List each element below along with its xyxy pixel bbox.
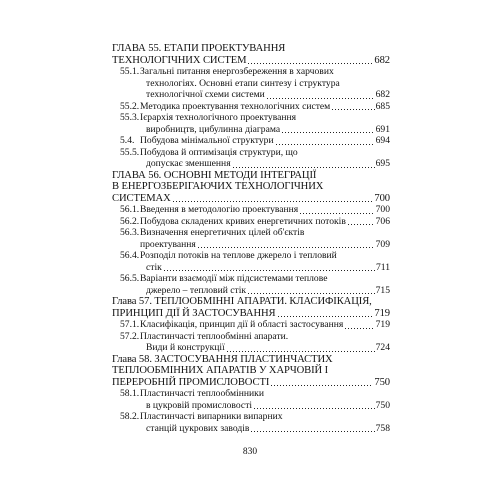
toc-entry-title: джерело – тепловий стік [146, 284, 247, 296]
toc-section-line [112, 124, 390, 136]
toc-section-number: 56.1. [120, 204, 140, 215]
toc-page-number: 691 [375, 123, 390, 135]
toc-page-number: 750 [375, 399, 390, 411]
toc-section-line [112, 239, 390, 251]
toc-entry-title: технологіях. Основні етапи синтезу і структура [146, 77, 340, 89]
toc-leader-dots [266, 98, 375, 99]
toc-section-number: 55.3. [120, 112, 140, 123]
toc-leader-dots [163, 270, 375, 271]
toc-section-number: 57.2. [120, 330, 140, 342]
toc-leader-dots [250, 431, 375, 432]
toc-entry-title: Глава 58. ЗАСТОСУВАННЯ ПЛАСТИНЧАСТИХ [112, 353, 333, 365]
toc-leader-dots [253, 408, 375, 409]
toc-page-number: 685 [375, 100, 390, 112]
toc-entry-title: ГЛАВА 55. ЕТАПИ ПРОЕКТУВАННЯ [112, 43, 286, 54]
toc-page-number: 694 [375, 135, 390, 146]
toc-page-number: 724 [375, 342, 390, 353]
toc-entry-title: В ЕНЕРГОЗБЕРІГАЮЧИХ ТЕХНОЛОГІЧНИХ [112, 181, 324, 192]
toc-chapter-line [112, 296, 390, 308]
toc-entry-title: Варіанти взаємодії між підсистемами теплове [140, 273, 328, 284]
toc-chapter-line [112, 354, 390, 366]
toc-leader-dots [277, 316, 373, 317]
toc-chapter-line [112, 43, 390, 55]
toc-section-line [112, 400, 390, 412]
toc-entry-title: стік [146, 261, 162, 273]
toc-entry-title: проектування [140, 238, 196, 250]
toc-chapter-line [112, 308, 390, 320]
toc-page-number: 750 [374, 376, 390, 388]
toc-leader-dots [232, 167, 375, 168]
toc-page-number: 758 [375, 422, 390, 434]
toc-section-line [112, 331, 390, 343]
toc-section-line [112, 158, 390, 170]
toc-entry-title: Класифікація, принцип дії й області застосування [140, 319, 344, 330]
toc-section-line [112, 262, 390, 274]
toc-entry-title: Пластинчасті теплообмінні апарати. [140, 330, 289, 342]
toc-entry-title: СИСТЕМАХ [112, 192, 171, 204]
toc-entry-title: ТЕПЛООБМІННИХ АПАРАТІВ У ХАРЧОВІЙ І [112, 365, 329, 376]
toc-section-line [112, 319, 390, 331]
toc-entry-title: виробництв, цибулинна діаграма [146, 123, 281, 135]
toc-leader-dots [226, 351, 375, 352]
toc-entry-title: Побудова складених кривих енергетичних потоків [140, 215, 346, 227]
toc-page-number: 715 [375, 284, 390, 296]
toc-entry-title: Введення в методологію проектування [140, 204, 299, 215]
toc-leader-dots [331, 109, 375, 110]
toc-section-line [112, 216, 390, 228]
toc-section-line [112, 204, 390, 216]
toc-chapter-line [112, 193, 390, 205]
toc-page-number: 719 [374, 307, 390, 319]
toc-section-line [112, 388, 390, 400]
toc-entry-title: Розподіл потоків на теплове джерело і тепловий [140, 250, 337, 261]
toc-page-number: 719 [375, 319, 390, 330]
toc-section-line [112, 285, 390, 297]
toc-section-line [112, 112, 390, 124]
toc-section-number: 55.5. [120, 146, 140, 158]
toc-entry-title: станцій цукрових заводів [146, 422, 250, 434]
toc-entry-title: Ієрархія технологічного проектування [140, 112, 297, 123]
toc-entry-title: ТЕХНОЛОГІЧНИХ СИСТЕМ [112, 54, 247, 66]
toc-section-line [112, 66, 390, 78]
toc-page-number: 700 [374, 192, 390, 204]
toc-leader-dots [347, 224, 375, 225]
toc-section-line [112, 101, 390, 113]
toc-entry-title: ПРИНЦИП ДІЇ Й ЗАСТОСУВАННЯ [112, 307, 276, 319]
toc-section-line [112, 227, 390, 239]
toc-entry-title: допускає зменшення [146, 158, 231, 169]
toc-page-number: 709 [375, 238, 390, 250]
toc-page-number: 682 [375, 89, 390, 100]
toc-section-number: 56.2. [120, 215, 140, 227]
toc-leader-dots [197, 247, 375, 248]
toc-entry-title: Побудова й оптимізація структури, що [140, 146, 298, 158]
toc-section-line [112, 411, 390, 423]
toc-entry-title: ГЛАВА 56. ОСНОВНІ МЕТОДИ ІНТЕГРАЦІЇ [112, 169, 317, 181]
toc-entry-title: ПЕРЕРОБНІЙ ПРОМИСЛОВОСТІ [112, 376, 270, 388]
toc-entry-title: технологічної схеми системи [146, 89, 265, 100]
toc-section-line [112, 273, 390, 285]
toc-section-number: 5.4. [120, 135, 135, 146]
toc-leader-dots [299, 213, 375, 214]
toc-section-number: 55.2. [120, 100, 140, 112]
toc-section-number: 58.1. [120, 388, 140, 399]
toc-page-number: 711 [375, 261, 390, 273]
toc-page-number: 682 [374, 54, 390, 66]
toc-entry-title: Пластинчасті випарники випарних [140, 411, 283, 422]
toc-section-number: 55.1. [120, 66, 140, 77]
toc-page-number: 695 [375, 158, 390, 169]
toc-leader-dots [270, 385, 373, 386]
toc-entry-title: Види й конструкції [146, 342, 225, 353]
toc-entry-title: Пластинчасті теплообмінники [140, 388, 264, 399]
toc-page-number: 700 [375, 204, 390, 215]
toc-entry-title: в цукровій промисловості [146, 399, 253, 411]
toc-section-line [112, 135, 390, 147]
toc-section-line [112, 342, 390, 354]
toc-chapter-line [112, 365, 390, 377]
toc-leader-dots [281, 132, 375, 133]
toc-leader-dots [172, 201, 373, 202]
toc-leader-dots [275, 144, 375, 145]
toc-entry-title: Побудова мінімальної структури [140, 135, 274, 146]
toc-leader-dots [247, 63, 373, 64]
toc-section-number: 56.3. [120, 227, 140, 238]
toc-section-line [112, 78, 390, 90]
toc-chapter-line [112, 377, 390, 389]
toc-leader-dots [344, 328, 375, 329]
toc-chapter-line [112, 170, 390, 182]
toc-chapter-line [112, 181, 390, 193]
toc-section-line [112, 147, 390, 159]
toc-entry-title: Методика проектування технологічних систем [140, 100, 331, 112]
toc-entry-title: Визначення енергетичних цілей об'єктів [140, 227, 305, 238]
toc-section-number: 56.5. [120, 273, 140, 284]
toc-section-number: 58.2. [120, 411, 140, 422]
toc-chapter-line [112, 55, 390, 67]
toc-entry-title: Глава 57. ТЕПЛООБМІННІ АПАРАТИ. КЛАСИФІКАЦІЯ, [112, 296, 372, 307]
page-number: 830 [242, 447, 258, 457]
toc-section-line [112, 89, 390, 101]
toc-section-line [112, 423, 390, 435]
table-of-contents [112, 43, 390, 434]
toc-leader-dots [247, 293, 375, 294]
toc-section-line [112, 250, 390, 262]
toc-section-number: 57.1. [120, 319, 140, 330]
toc-page-number: 706 [375, 215, 390, 227]
toc-entry-title: Загальні питання енергозбереження в харчових [140, 66, 334, 77]
toc-section-number: 56.4. [120, 250, 140, 261]
